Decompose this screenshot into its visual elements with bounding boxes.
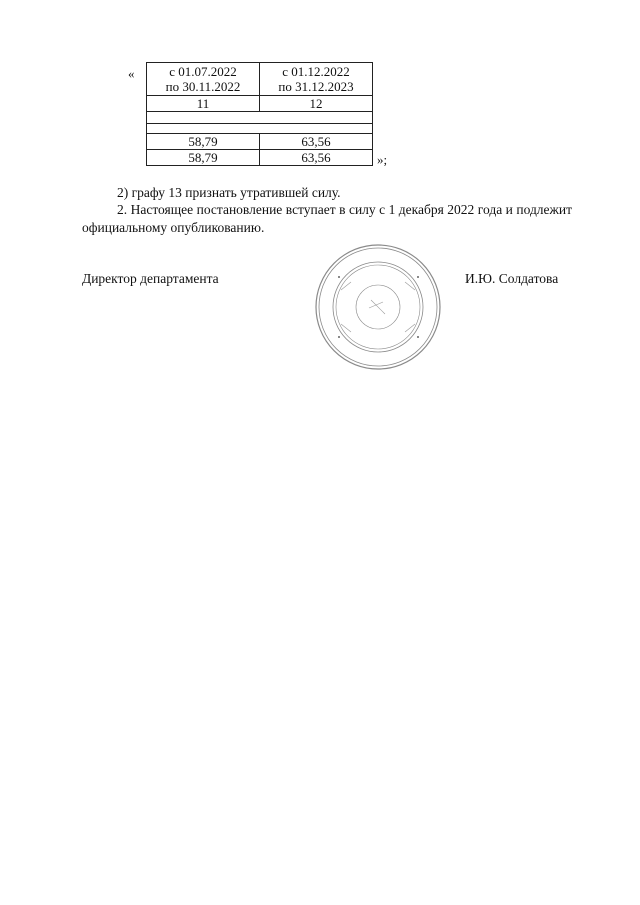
column-number: 12 (260, 96, 373, 112)
value-cell: 58,79 (147, 150, 260, 166)
signatory-name: И.Ю. Солдатова (465, 271, 559, 286)
opening-quote: « (128, 66, 135, 81)
table-row (147, 134, 373, 150)
value-cell: 58,79 (147, 134, 260, 150)
tariff-table (146, 62, 373, 166)
blank-row (147, 124, 373, 134)
closing-quote: »; (377, 152, 388, 167)
column-number-row (147, 96, 373, 112)
header-cell (147, 63, 260, 96)
table-header-row (147, 63, 373, 96)
value-cell: 63,56 (260, 134, 373, 150)
blank-cell (147, 124, 373, 134)
signatory-role: Директор департамента (82, 271, 219, 286)
header-line: с 01.07.2022 (169, 64, 237, 79)
paragraph-item-2: 2) графу 13 признать утратившей силу. (117, 185, 341, 200)
header-line: по 30.11.2022 (165, 79, 241, 94)
official-seal-stamp (311, 242, 445, 372)
header-cell (260, 63, 373, 96)
column-number: 11 (147, 96, 260, 112)
paragraph-point-2: 2. Настоящее постановление вступает в силу с 1 декабря 2022 года и подлежит официальному опубликованию. (82, 202, 572, 235)
blank-cell (147, 112, 373, 124)
header-line: с 01.12.2022 (282, 64, 350, 79)
table-row (147, 150, 373, 166)
header-line: по 31.12.2023 (278, 79, 354, 94)
blank-row (147, 112, 373, 124)
value-cell: 63,56 (260, 150, 373, 166)
